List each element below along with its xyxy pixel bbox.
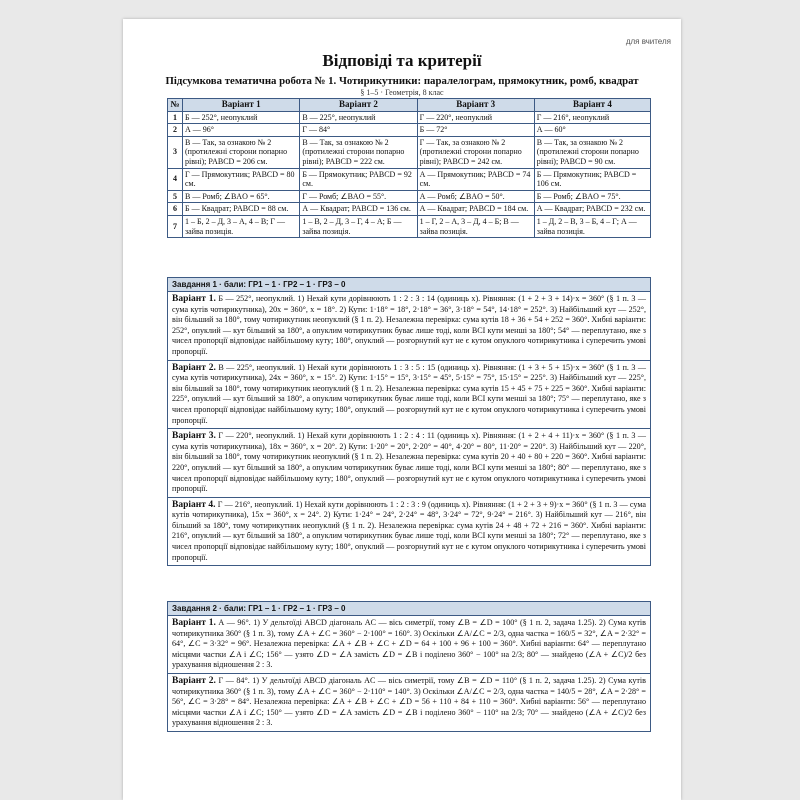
page-meta: § 1–5 · Геометрія, 8 клас bbox=[360, 88, 444, 97]
answers-table bbox=[167, 98, 651, 238]
table-header-row bbox=[168, 99, 651, 112]
table-row bbox=[168, 136, 651, 168]
variant-solution: Г — 220°, неопуклий. 1) Нехай кути дорівнюють 1 : 2 : 4 : 11 (одиниць x). Рівняння: (1 + 2 + 4 + 11)·x = 360° (§ 1 п. 3 — сума кутів чотирикутника), 18x = 360°, x = 20°. 2) Кути: 1·20° = 20°, 2·20° = 40°, 4·20° = 80°, 11·20° = 220°. 3) Найбільший кут — 220°, він більший за 180°, тому чотирикутник неопуклий (§ 1 п. 2). Незалежна перевірка: сума кутів 20 + 40 + 80 + 220 = 360°. Хибні варіанти: 220°, опуклий — кут більший за 180°, а опуклим чотирикутник буває лише тоді, коли ВСІ кути менші за 180°; 80° — переплутано, яке з чисел пропорції відповідає найбільшому куту; 180°, опуклий — розгорнутий кут не є кутом опуклого чотирикутника і суперечить умові пропорції. bbox=[172, 431, 647, 494]
variant-solution: Г — 216°, неопуклий. 1) Нехай кути дорівнюють 1 : 2 : 3 : 9 (одиниць x). Рівняння: (1 + 2 + 3 + 9)·x = 360° (§ 1 п. 3 — сума кутів чотирикутника), 15x = 360°, x = 24°. 2) Кути: 1·24° = 24°, 2·24° = 48°, 3·24° = 72°, 9·24° = 216°. 3) Найбільший кут — 216°, він більший за 180°, тому чотирикутник неопуклий (§ 1 п. 2). Незалежна перевірка: сума кутів 24 + 48 + 72 + 216 = 360°. Хибні варіанти: 216°, опуклий — кут більший за 180°, а опуклим чотирикутник буває лише тоді, коли ВСІ кути менші за 180°; 72° — переплутано, яке з чисел пропорції відповідає найбільшому куту; 180°, опуклий — розгорнутий кут не є кутом опуклого чотирикутника і суперечить умові пропорції. bbox=[172, 499, 647, 562]
task-2-block bbox=[167, 601, 651, 732]
table-cell: А — Квадрат; PABCD = 136 см. bbox=[300, 203, 417, 216]
worksheet-page bbox=[123, 19, 681, 800]
table-cell: А — 96° bbox=[183, 124, 300, 137]
variant-solution: В — 225°, неопуклий. 1) Нехай кути дорівнюють 1 : 3 : 5 : 15 (одиниць x). Рівняння: (1 + 3 + 5 + 15)·x = 360° (§ 1 п. 3 — сума кутів чотирикутника), 24x = 360°, x = 15°. 2) Кути: 1·15° = 15°, 3·15° = 45°, 5·15° = 75°, 15·15° = 225°. 3) Найбільший кут — 225°, він більший за 180°, тому чотирикутник неопуклий (§ 1 п. 2). Незалежна перевірка: сума кутів 15 + 45 + 75 + 225 = 360°. Хибні варіанти: 225°, опуклий — кут більший за 180°, а опуклим чотирикутник буває лише тоді, коли ВСІ кути менші за 180°; 75° — переплутано, яке з чисел пропорції відповідає найбільшому куту; 180°, опуклий — розгорнутий кут не є кутом опуклого чотирикутника і суперечить умові пропорції. bbox=[172, 362, 646, 425]
table-cell: Г — 84° bbox=[300, 124, 417, 137]
row-number: 6 bbox=[168, 203, 183, 216]
variant-label: Варіант 2. bbox=[172, 675, 216, 686]
variant-label: Варіант 1. bbox=[172, 618, 216, 628]
table-cell: Б — Прямокутник; PABCD = 92 см. bbox=[300, 168, 417, 190]
table-cell: В — 225°, неопуклий bbox=[300, 111, 417, 124]
table-row bbox=[168, 111, 651, 124]
task-2-header: Завдання 2 · бали: ГР1 – 1 · ГР2 – 1 · ГР3 – 0 bbox=[168, 602, 650, 616]
table-cell: А — Квадрат; PABCD = 184 см. bbox=[417, 203, 534, 216]
header-variant-3: Варіант 3 bbox=[417, 99, 534, 112]
table-cell: В — Так, за ознакою № 2 (протилежні сторони попарно рівні); PABCD = 222 см. bbox=[300, 136, 417, 168]
row-number: 3 bbox=[168, 136, 183, 168]
task-1-variant-3 bbox=[168, 429, 650, 498]
task-1-variant-4 bbox=[168, 498, 650, 566]
table-cell: 1 – Г, 2 – А, 3 – Д, 4 – Б; В — зайва позиція. bbox=[417, 215, 534, 237]
variant-label: Варіант 2. bbox=[172, 362, 216, 373]
table-cell: Б — Прямокутник; PABCD = 106 см. bbox=[534, 168, 650, 190]
task-2-variant-2 bbox=[168, 674, 650, 731]
task-1-header: Завдання 1 · бали: ГР1 – 1 · ГР2 – 1 · ГР3 – 0 bbox=[168, 278, 650, 292]
table-row bbox=[168, 215, 651, 237]
row-number: 4 bbox=[168, 168, 183, 190]
table-cell: 1 – Д, 2 – В, 3 – Б, 4 – Г; А — зайва позиція. bbox=[534, 215, 650, 237]
header-number: № bbox=[168, 99, 183, 112]
table-cell: Г — Ромб; ∠BAO = 55°. bbox=[300, 190, 417, 203]
table-cell: В — Так, за ознакою № 2 (протилежні сторони попарно рівні); PABCD = 90 см. bbox=[534, 136, 650, 168]
table-cell: В — Так, за ознакою № 2 (протилежні сторони попарно рівні); PABCD = 206 см. bbox=[183, 136, 300, 168]
variant-label: Варіант 4. bbox=[172, 499, 216, 510]
header-variant-2: Варіант 2 bbox=[300, 99, 417, 112]
table-row bbox=[168, 168, 651, 190]
table-cell: А — 60° bbox=[534, 124, 650, 137]
table-cell: А — Ромб; ∠BAO = 50°. bbox=[417, 190, 534, 203]
variant-label: Варіант 1. bbox=[172, 294, 216, 304]
page-title: Відповіді та критерії bbox=[322, 51, 482, 70]
table-cell: 1 – Б, 2 – Д, 3 – А, 4 – В; Г — зайва позиція. bbox=[183, 215, 300, 237]
table-row bbox=[168, 124, 651, 137]
table-cell: А — Квадрат; PABCD = 232 см. bbox=[534, 203, 650, 216]
table-cell: Г — Прямокутник; PABCD = 80 см. bbox=[183, 168, 300, 190]
table-cell: 1 – В, 2 – Д, 3 – Г, 4 – А; Б — зайва позиція. bbox=[300, 215, 417, 237]
row-number: 7 bbox=[168, 215, 183, 237]
audience-label: для вчителя bbox=[625, 37, 671, 46]
task-1-variant-1 bbox=[168, 292, 650, 361]
row-number: 5 bbox=[168, 190, 183, 203]
row-number: 2 bbox=[168, 124, 183, 137]
task-1-variant-2 bbox=[168, 361, 650, 430]
table-cell: Г — Так, за ознакою № 2 (протилежні сторони попарно рівні); PABCD = 242 см. bbox=[417, 136, 534, 168]
header-variant-1: Варіант 1 bbox=[183, 99, 300, 112]
table-cell: Б — 252°, неопуклий bbox=[183, 111, 300, 124]
task-2-variant-1 bbox=[168, 616, 650, 674]
page-subtitle: Підсумкова тематична робота № 1. Чотирикутники: паралелограм, прямокутник, ромб, квадрат bbox=[165, 75, 639, 87]
variant-solution: Г — 84°. 1) У дельтоїді ABCD діагональ AC — вісь симетрії, тому ∠B = ∠D = 110° (§ 1 п. 2, задача 1.25). 2) Сума кутів чотирикутника 360° (§ 1 п. 3), тому ∠A + ∠C = 360° − 2·110° = 140°. 3) Оскільки ∠A/∠C = 2/3, одна частка = 140/5 = 28°, ∠A = 2·28° = 56°, ∠C = 3·28° = 84°. Незалежна перевірка: ∠A + ∠B + ∠C + ∠D = 56 + 110 + 84 + 110 = 360°. Хибні варіанти: 56° — переплутано місцями частки ∠A і ∠C; 150° — узято ∠D = ∠A замість ∠D = ∠B і поділено 360° − 110° на 2/3; 70° — знайдено (∠A + ∠C)/2 без урахування відношення 2 : 3. bbox=[172, 675, 646, 728]
table-cell: В — Ромб; ∠BAO = 65°. bbox=[183, 190, 300, 203]
table-row bbox=[168, 203, 651, 216]
table-cell: Б — 72° bbox=[417, 124, 534, 137]
table-cell: Г — 216°, неопуклий bbox=[534, 111, 650, 124]
table-cell: Г — 220°, неопуклий bbox=[417, 111, 534, 124]
row-number: 1 bbox=[168, 111, 183, 124]
table-cell: А — Прямокутник; PABCD = 74 см. bbox=[417, 168, 534, 190]
task-1-block bbox=[167, 277, 651, 566]
table-row bbox=[168, 190, 651, 203]
table-cell: Б — Ромб; ∠BAO = 75°. bbox=[534, 190, 650, 203]
variant-solution: Б — 252°, неопуклий. 1) Нехай кути дорівнюють 1 : 2 : 3 : 14 (одиниць x). Рівняння: (1 + 2 + 3 + 14)·x = 360° (§ 1 п. 3 — сума кутів чотирикутника), 20x = 360°, x = 18°. 2) Кути: 1·18° = 18°, 2·18° = 36°, 3·18° = 54°, 14·18° = 252°. 3) Найбільший кут — 252°, він більший за 180°, тому чотирикутник неопуклий (§ 1 п. 2). Незалежна перевірка: сума кутів 18 + 36 + 54 + 252 = 360°. Хибні варіанти: 252°, опуклий — кут більший за 180°, а опуклим чотирикутник буває лише тоді, коли ВСІ кути менші за 180°; 54° — переплутано, яке з чисел пропорції відповідає найбільшому куту; 180°, опуклий — розгорнутий кут не є кутом опуклого чотирикутника і суперечить умові пропорції. bbox=[172, 294, 647, 356]
variant-solution: А — 96°. 1) У дельтоїді ABCD діагональ AC — вісь симетрії, тому ∠B = ∠D = 100° (§ 1 п. 2, задача 1.25). 2) Сума кутів чотирикутника 360° (§ 1 п. 3), тому ∠A + ∠C = 360° − 2·100° = 160°. 3) Оскільки ∠A/∠C = 2/3, одна частка = 160/5 = 32°, ∠A = 2·32° = 64°, ∠C = 3·32° = 96°. Незалежна перевірка: ∠A + ∠B + ∠C + ∠D = 64 + 100 + 96 + 100 = 360°. Хибні варіанти: 64° — переплутано місцями частки ∠A і ∠C; 156° — узято ∠D = ∠A замість ∠D = ∠B і поділено 360° − 100° на 2/3; 80° — знайдено (∠A + ∠C)/2 без урахування відношення 2 : 3. bbox=[172, 618, 647, 670]
table-cell: Б — Квадрат; PABCD = 88 см. bbox=[183, 203, 300, 216]
variant-label: Варіант 3. bbox=[172, 431, 216, 442]
header-variant-4: Варіант 4 bbox=[534, 99, 650, 112]
